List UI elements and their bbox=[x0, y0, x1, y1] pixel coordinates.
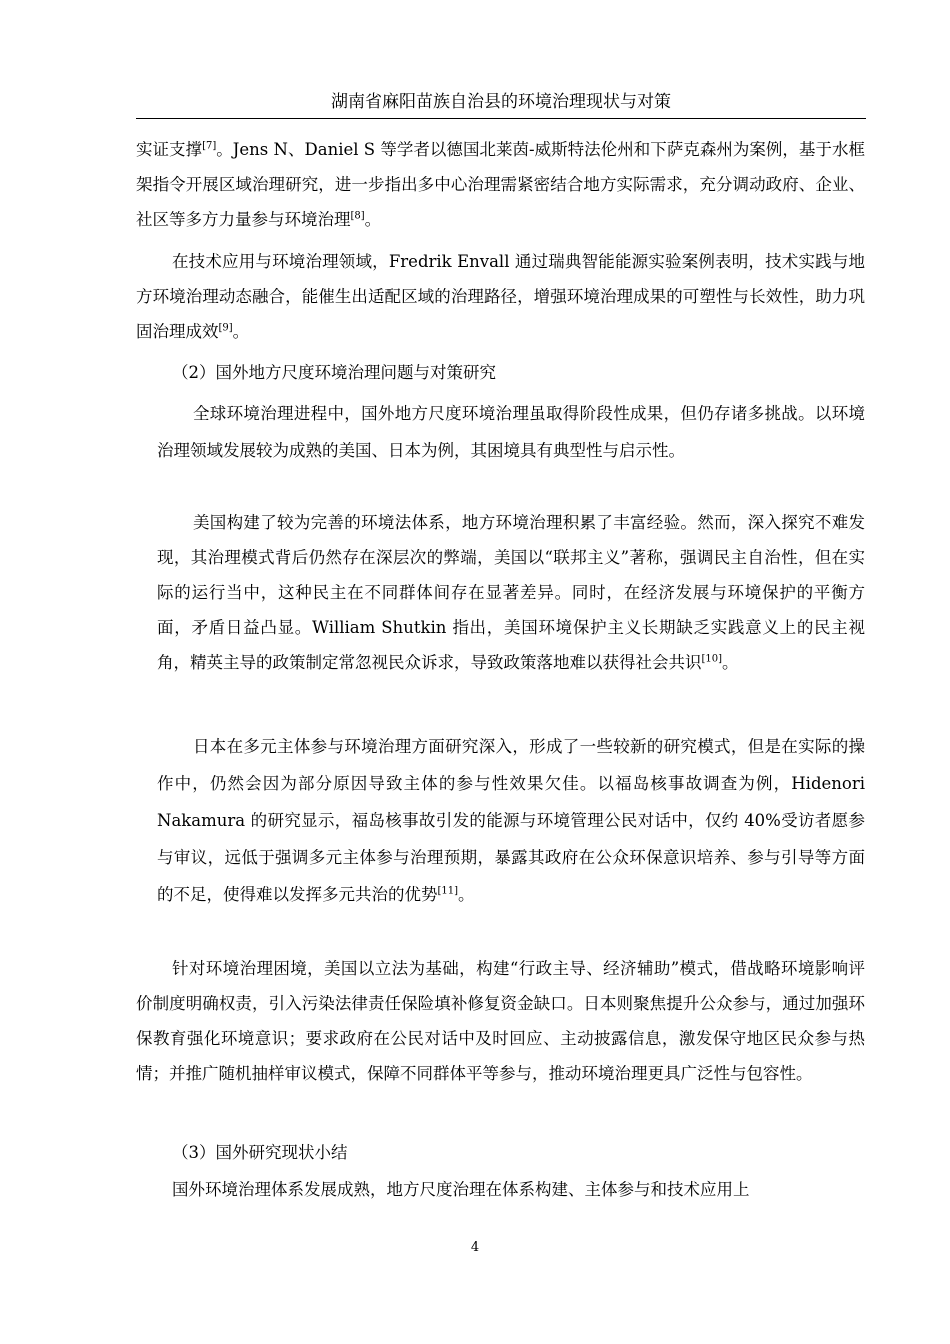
citation-9: [9] bbox=[218, 322, 233, 334]
paragraph-4: 美国构建了较为完善的环境法体系，地方环境治理积累了丰富经验。然而，深入探究不难发现，其治理模式背后仍然存在深层次的弊端，美国以“联邦主义”著称，强调民主自治性，但在实际的运行当中，这种民主在不同群体间存在显著差异。同时，在经济发展与环境保护的平衡方面，矛盾日益凸显。William Shutkin 指出，美国环境保护主义长期缺乏实践意义上的民主视角，精英主导的政策制定常忽视民众诉求，导致政策落地难以获得社会共识[10]。 bbox=[157, 513, 865, 672]
citation-7: [7] bbox=[202, 140, 217, 152]
running-header bbox=[136, 92, 866, 119]
section-heading-3: （3）国外研究现状小结 bbox=[172, 1143, 348, 1162]
page-number: 4 bbox=[470, 1240, 480, 1255]
paragraph-7: 国外环境治理体系发展成熟，地方尺度治理在体系构建、主体参与和技术应用上 bbox=[172, 1180, 750, 1199]
paragraph-3: 全球环境治理进程中，国外地方尺度环境治理虽取得阶段性成果，但仍存诸多挑战。以环境治理领域发展较为成熟的美国、日本为例，其困境具有典型性与启示性。 bbox=[157, 404, 865, 460]
section-heading-2: （2）国外地方尺度环境治理问题与对策研究 bbox=[172, 363, 496, 382]
paragraph-6: 针对环境治理困境，美国以立法为基础，构建“行政主导、经济辅助”模式，借战略环境影响评价制度明确权责，引入污染法律责任保险填补修复资金缺口。日本则聚焦提升公众参与，通过加强环保教育强化环境意识；要求政府在公民对话中及时回应、主动披露信息，激发保守地区民众参与热情；并推广随机抽样审议模式，保障不同群体平等参与，推动环境治理更具广泛性与包容性。 bbox=[136, 959, 865, 1083]
citation-10: [10] bbox=[701, 653, 723, 665]
paragraph-2: 在技术应用与环境治理领域，Fredrik Envall 通过瑞典智能能源实验案例表明，技术实践与地方环境治理动态融合，能催生出适配区域的治理路径，增强环境治理成果的可塑性与长效性，助力巩固治理成效[9]。 bbox=[136, 252, 865, 341]
paragraph-1: 实证支撑[7]。Jens N、Daniel S 等学者以德国北莱茵-威斯特法伦州和下萨克森州为案例，基于水框架指令开展区域治理研究，进一步指出多中心治理需紧密结合地方实际需求，充分调动政府、企业、社区等多方力量参与环境治理[8]。 bbox=[136, 140, 865, 229]
paragraph-5: 日本在多元主体参与环境治理方面研究深入，形成了一些较新的研究模式，但是在实际的操作中，仍然会因为部分原因导致主体的参与性效果欠佳。以福岛核事故调查为例，Hidenori Nakamura 的研究显示，福岛核事故引发的能源与环境管理公民对话中，仅约 40%受访者愿参与审议，远低于强调多元主体参与治理预期，暴露其政府在公众环保意识培养、参与引导等方面的不足，使得难以发挥多元共治的优势[11]。 bbox=[157, 737, 865, 904]
header-title: 湖南省麻阳苗族自治县的环境治理现状与对策 bbox=[331, 92, 671, 112]
citation-11: [11] bbox=[437, 885, 459, 897]
citation-8: [8] bbox=[350, 210, 365, 222]
